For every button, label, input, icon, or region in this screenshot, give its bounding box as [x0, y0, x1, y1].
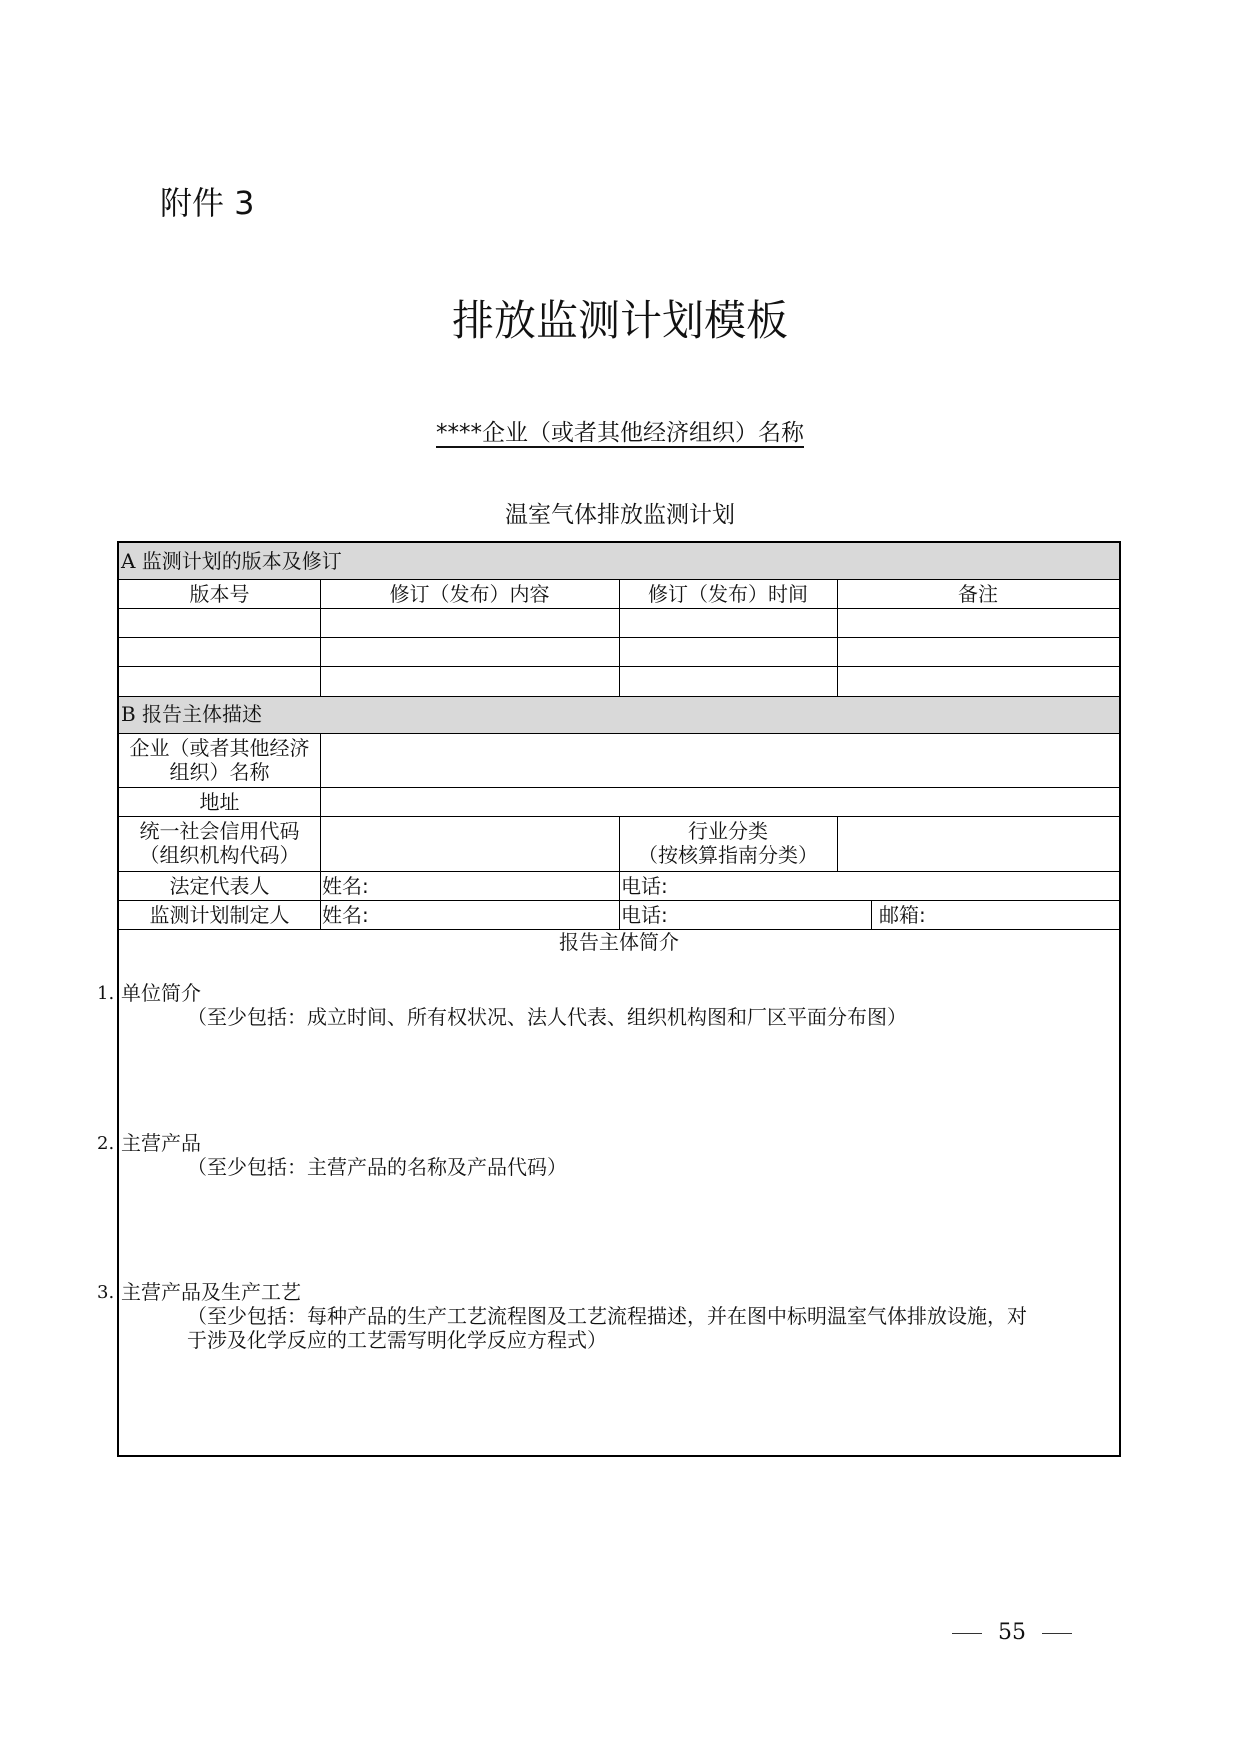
company-name-label-1: 企业（或者其他经济: [129, 736, 310, 760]
item-number-1: 1.: [97, 983, 115, 1004]
industry-label-2: （按核算指南分类）: [638, 843, 818, 867]
legal-rep-name-label: 姓名:: [322, 874, 369, 898]
industry-label-1: 行业分类: [688, 819, 768, 843]
page-number: 55: [998, 1620, 1026, 1645]
item-number-2: 2.: [97, 1133, 115, 1154]
item-3-desc-1: （至少包括：每种产品的生产工艺流程图及工艺流程描述，并在图中标明温室气体排放设施，对: [187, 1304, 1027, 1328]
legal-rep-label: 法定代表人: [169, 874, 270, 898]
item-1-desc: （至少包括：成立时间、所有权状况、法人代表、组织机构图和厂区平面分布图）: [187, 1005, 907, 1029]
section-a-label: A 监测计划的版本及修订: [121, 549, 342, 573]
header-remarks: 备注: [958, 582, 998, 606]
item-number-3: 3.: [97, 1282, 115, 1303]
item-2-desc: （至少包括：主营产品的名称及产品代码）: [187, 1155, 567, 1179]
item-1-title: 单位简介: [121, 981, 201, 1005]
company-name-label-2: 组织）名称: [169, 760, 270, 784]
page-title: 排放监测计划模板: [451, 296, 788, 345]
attachment-label: 附件 3: [160, 184, 255, 222]
header-revision-time: 修订（发布）时间: [648, 582, 808, 606]
header-version: 版本号: [189, 582, 250, 606]
profile-header: 报告主体简介: [559, 930, 679, 954]
footer-dash-left: [952, 1633, 982, 1634]
planner-label: 监测计划制定人: [149, 903, 290, 927]
footer-dash-right: [1042, 1633, 1072, 1634]
page-footer: [952, 1620, 1072, 1645]
org-name-heading: [0, 414, 1240, 447]
section-b-band: [119, 696, 1119, 733]
section-b-label: B 报告主体描述: [121, 702, 263, 726]
header-revision-content: 修订（发布）内容: [389, 582, 550, 606]
credit-code-label-1: 统一社会信用代码: [139, 819, 300, 843]
planner-name-label: 姓名:: [322, 903, 369, 927]
planner-phone-label: 电话:: [621, 903, 668, 927]
org-name-text: ****企业（或者其他经济组织）名称: [436, 420, 804, 446]
address-label: 地址: [199, 790, 240, 814]
monitoring-plan-form: [117, 541, 1121, 1457]
planner-email-label: 邮箱:: [879, 903, 926, 927]
item-3-title: 主营产品及生产工艺: [121, 1280, 301, 1304]
credit-code-label-2: （组织机构代码）: [139, 843, 300, 867]
item-3-desc-2: 于涉及化学反应的工艺需写明化学反应方程式）: [187, 1328, 607, 1352]
item-2-title: 主营产品: [121, 1131, 201, 1155]
plan-title: 温室气体排放监测计划: [505, 502, 735, 528]
legal-rep-phone-label: 电话:: [621, 874, 668, 898]
